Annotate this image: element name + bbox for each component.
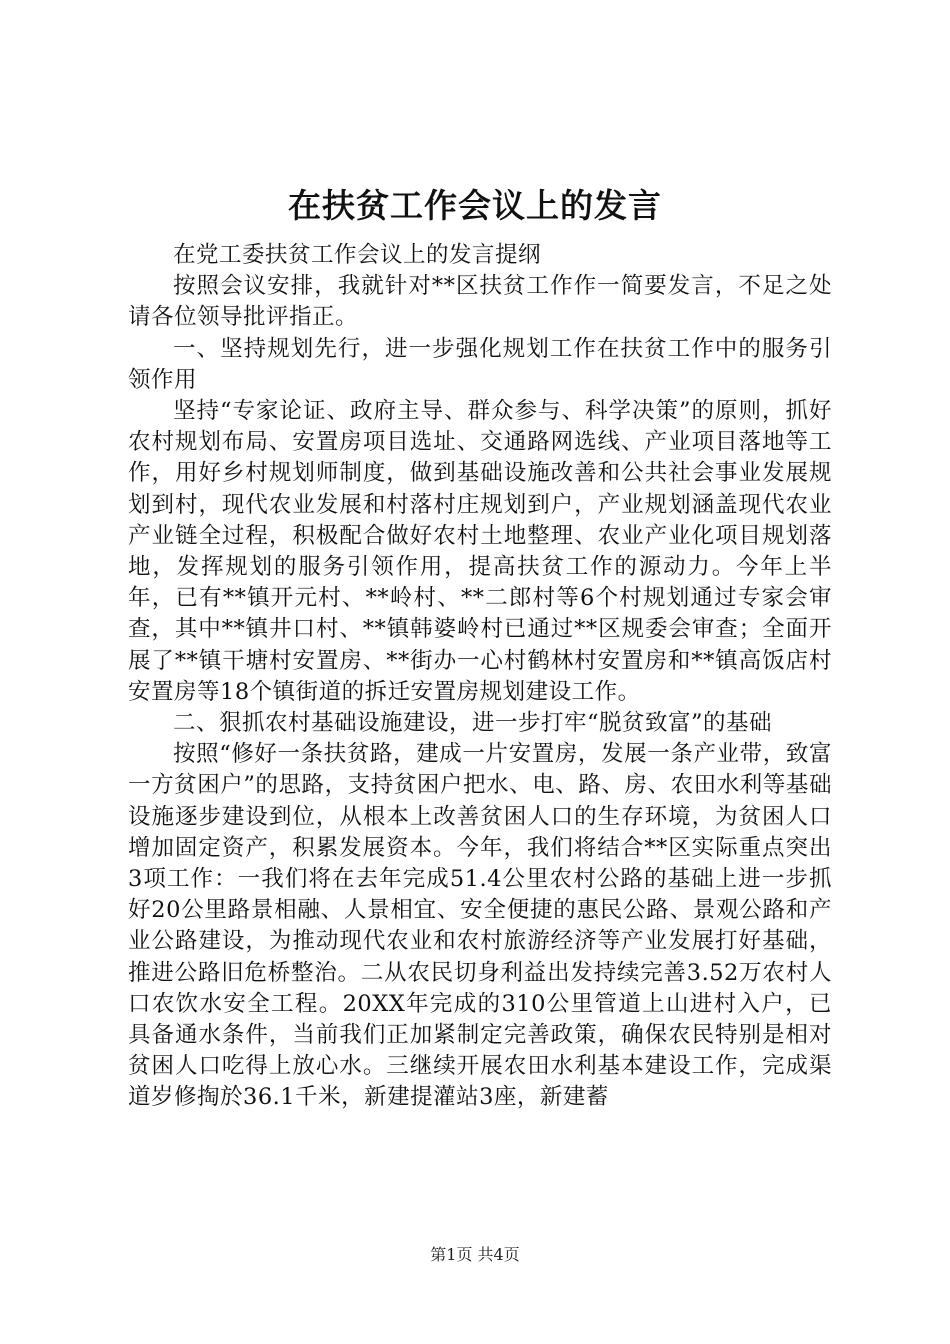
paragraph-infrastructure: 按照“修好一条扶贫路，建成一片安置房，发展一条产业带，致富一方贫困户”的思路，支持贫困户把水、电、路、房、农田水利等基础设施逐步建设到位，从根本上改善贫困人口的生存环境，为贫困人口增加固定资产，积累发展资本。今年，我们将结合**区实际重点突出3项工作：一我们将在去年完成51.4公里农村公路的基础上进一步抓好20公里路景相融、人景相宜、安全便捷的惠民公路、景观公路和产业公路建设，为推动现代农业和农村旅游经济等产业发展打好基础，推进公路旧危桥整治。二从农民切身利益出发持续完善3.52万农村人口农饮水安全工程。20XX年完成的310公里管道上山进村入户，已具备通水条件，当前我们正加紧制定完善政策，确保农民特别是相对贫困人口吃得上放心水。三继续开展农田水利基本建设工作，完成渠道岁修掏於36.1千米，新建提灌站3座，新建蓄	[128, 741, 832, 1111]
paragraph-heading-one: 一、坚持规划先行，进一步强化规划工作在扶贫工作中的服务引领作用	[128, 335, 832, 393]
page-title: 在扶贫工作会议上的发言	[288, 186, 662, 225]
document-body	[128, 240, 832, 1114]
paragraph-intro: 按照会议安排，我就针对**区扶贫工作作一简要发言，不足之处请各位领导批评指正。	[128, 273, 832, 331]
page-footer: 第1页 共4页	[430, 1245, 520, 1264]
paragraph-planning: 坚持“专家论证、政府主导、群众参与、科学决策”的原则，抓好农村规划布局、安置房项目选址、交通路网选线、产业项目落地等工作，用好乡村规划师制度，做到基础设施改善和公共社会事业发展规划到村，现代农业发展和村落村庄规划到户，产业规划涵盖现代农业产业链全过程，积极配合做好农村土地整理、农业产业化项目规划落地，发挥规划的服务引领作用，提高扶贫工作的源动力。今年上半年，已有**镇开元村、**岭村、**二郎村等6个村规划通过专家会审查，其中**镇井口村、**镇韩婆岭村已通过**区规委会审查；全面开展了**镇干塘村安置房、**街办一心村鹤林村安置房和**镇高饭店村安置房等18个镇街道的拆迁安置房规划建设工作。	[128, 398, 832, 705]
paragraph-outline-title: 在党工委扶贫工作会议上的发言提纲	[173, 242, 542, 268]
paragraph-heading-two: 二、狠抓农村基础设施建设，进一步打牢“脱贫致富”的基础	[173, 710, 773, 737]
